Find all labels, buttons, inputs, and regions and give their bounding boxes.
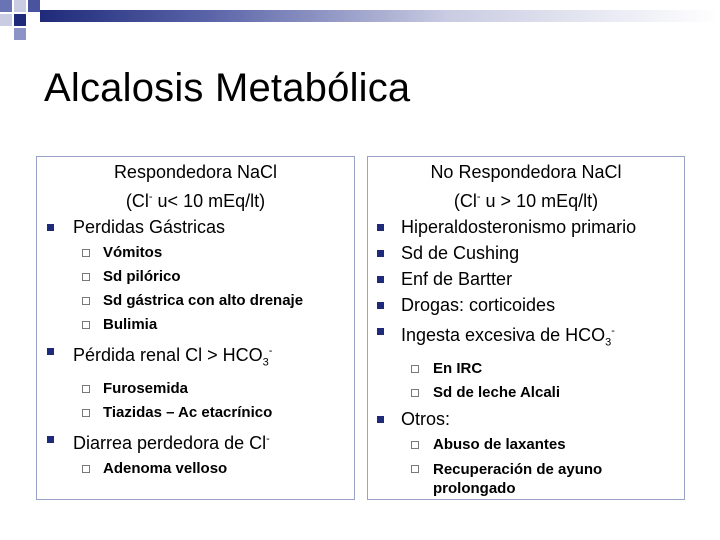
square-bullet-icon <box>377 224 384 231</box>
slide-title: Alcalosis Metabólica <box>44 66 411 110</box>
sublist-item <box>37 313 354 337</box>
sublist-item <box>368 433 684 457</box>
list-item-label: Ingesta excesiva de HCO <box>401 325 606 345</box>
heading-text: (Cl <box>125 191 149 211</box>
right-heading-line2 <box>368 185 684 214</box>
subscript: 3 <box>605 336 612 349</box>
heading-text: (Cl <box>453 191 477 211</box>
decor-square <box>14 0 26 12</box>
sublist-item-label: En IRC <box>433 359 483 377</box>
heading-sup: - <box>148 191 153 203</box>
right-list <box>368 214 684 498</box>
sublist-wrapper <box>37 377 354 425</box>
hollow-square-bullet-icon <box>411 389 419 397</box>
sublist-wrapper <box>368 433 684 498</box>
sublist <box>37 457 354 481</box>
sublist <box>37 377 354 425</box>
heading-sup: - <box>476 191 481 203</box>
left-panel-respondedora <box>36 156 355 500</box>
sublist-item <box>37 265 354 289</box>
hollow-square-bullet-icon <box>411 465 419 473</box>
right-heading-line1: No Respondedora NaCl <box>430 162 622 182</box>
sublist-item-label: Recuperación de ayuno prolongado <box>433 460 603 497</box>
right-panel-heading <box>368 160 684 214</box>
decor-square <box>14 14 26 26</box>
square-bullet-icon <box>377 276 384 283</box>
square-bullet-icon <box>377 416 384 423</box>
sublist-wrapper <box>368 357 684 405</box>
list-item-label: Perdidas Gástricas <box>73 217 226 237</box>
heading-text: u< 10 mEq/lt) <box>152 191 266 211</box>
list-item <box>368 318 684 356</box>
hollow-square-bullet-icon <box>82 273 90 281</box>
left-panel-heading <box>37 160 354 214</box>
left-heading-line2 <box>37 185 354 214</box>
decor-square <box>0 0 12 12</box>
list-item-label: Diarrea perdedora de Cl <box>73 432 267 453</box>
sublist-item-label: Sd gástrica con alto drenaje <box>103 292 304 309</box>
list-item-label: Pérdida renal Cl > HCO <box>73 345 263 365</box>
hollow-square-bullet-icon <box>82 385 90 393</box>
list-item <box>368 292 684 318</box>
hollow-square-bullet-icon <box>411 441 419 449</box>
sublist-item <box>37 377 354 401</box>
list-item <box>368 406 684 432</box>
left-heading-line1: Respondedora NaCl <box>113 162 278 182</box>
hollow-square-bullet-icon <box>82 465 90 473</box>
header-gradient-bar <box>40 10 720 22</box>
sublist-item <box>37 289 354 313</box>
sublist-item-label: Tiazidas – Ac etacrínico <box>103 403 273 421</box>
hollow-square-bullet-icon <box>411 365 419 373</box>
sublist <box>368 433 684 498</box>
decor-square <box>0 14 12 26</box>
sublist-item-label: Sd pilórico <box>103 268 181 285</box>
list-item-label: Drogas: corticoides <box>401 295 556 315</box>
square-bullet-icon <box>47 436 54 443</box>
square-bullet-icon <box>47 224 54 231</box>
list-item <box>368 266 684 292</box>
sublist-item <box>37 401 354 425</box>
sublist <box>37 241 354 337</box>
square-bullet-icon <box>377 250 384 257</box>
sublist-item-label: Furosemida <box>103 379 189 397</box>
hollow-square-bullet-icon <box>82 297 90 305</box>
right-panel-no-respondedora <box>367 156 685 500</box>
list-item-label: Otros: <box>401 408 451 429</box>
list-item <box>37 214 354 240</box>
superscript: - <box>611 325 615 337</box>
sublist-wrapper <box>37 241 354 337</box>
sublist-item <box>37 457 354 481</box>
left-list <box>37 214 354 481</box>
sublist-item-label: Bulimia <box>103 316 158 333</box>
sublist <box>368 357 684 405</box>
sublist-item <box>368 457 684 498</box>
sublist-item <box>368 357 684 381</box>
square-bullet-icon <box>377 302 384 309</box>
decor-square <box>14 28 26 40</box>
decor-square <box>28 14 40 26</box>
list-item-label: Sd de Cushing <box>401 243 520 263</box>
sublist-item-label: Vómitos <box>103 244 163 261</box>
hollow-square-bullet-icon <box>82 249 90 257</box>
list-item <box>37 426 354 456</box>
decor-square <box>28 0 40 12</box>
sublist-wrapper <box>37 457 354 481</box>
list-item-label: Enf de Bartter <box>401 269 513 289</box>
sublist-item-label: Abuso de laxantes <box>433 435 566 453</box>
hollow-square-bullet-icon <box>82 409 90 417</box>
sublist-item-label: Adenoma velloso <box>103 459 228 477</box>
list-item <box>368 214 684 240</box>
list-item <box>37 338 354 376</box>
square-bullet-icon <box>377 328 384 335</box>
list-item <box>368 240 684 266</box>
sublist-item <box>368 381 684 405</box>
superscript: - <box>268 345 273 357</box>
square-bullet-icon <box>47 348 54 355</box>
sublist-item-label: Sd de leche Alcali <box>433 383 560 401</box>
heading-text: u > 10 mEq/lt) <box>480 191 599 211</box>
subscript: 3 <box>262 356 269 369</box>
superscript: - <box>266 432 270 445</box>
sublist-item <box>37 241 354 265</box>
list-item-label: Hiperaldosteronismo primario <box>401 217 637 237</box>
hollow-square-bullet-icon <box>82 321 90 329</box>
